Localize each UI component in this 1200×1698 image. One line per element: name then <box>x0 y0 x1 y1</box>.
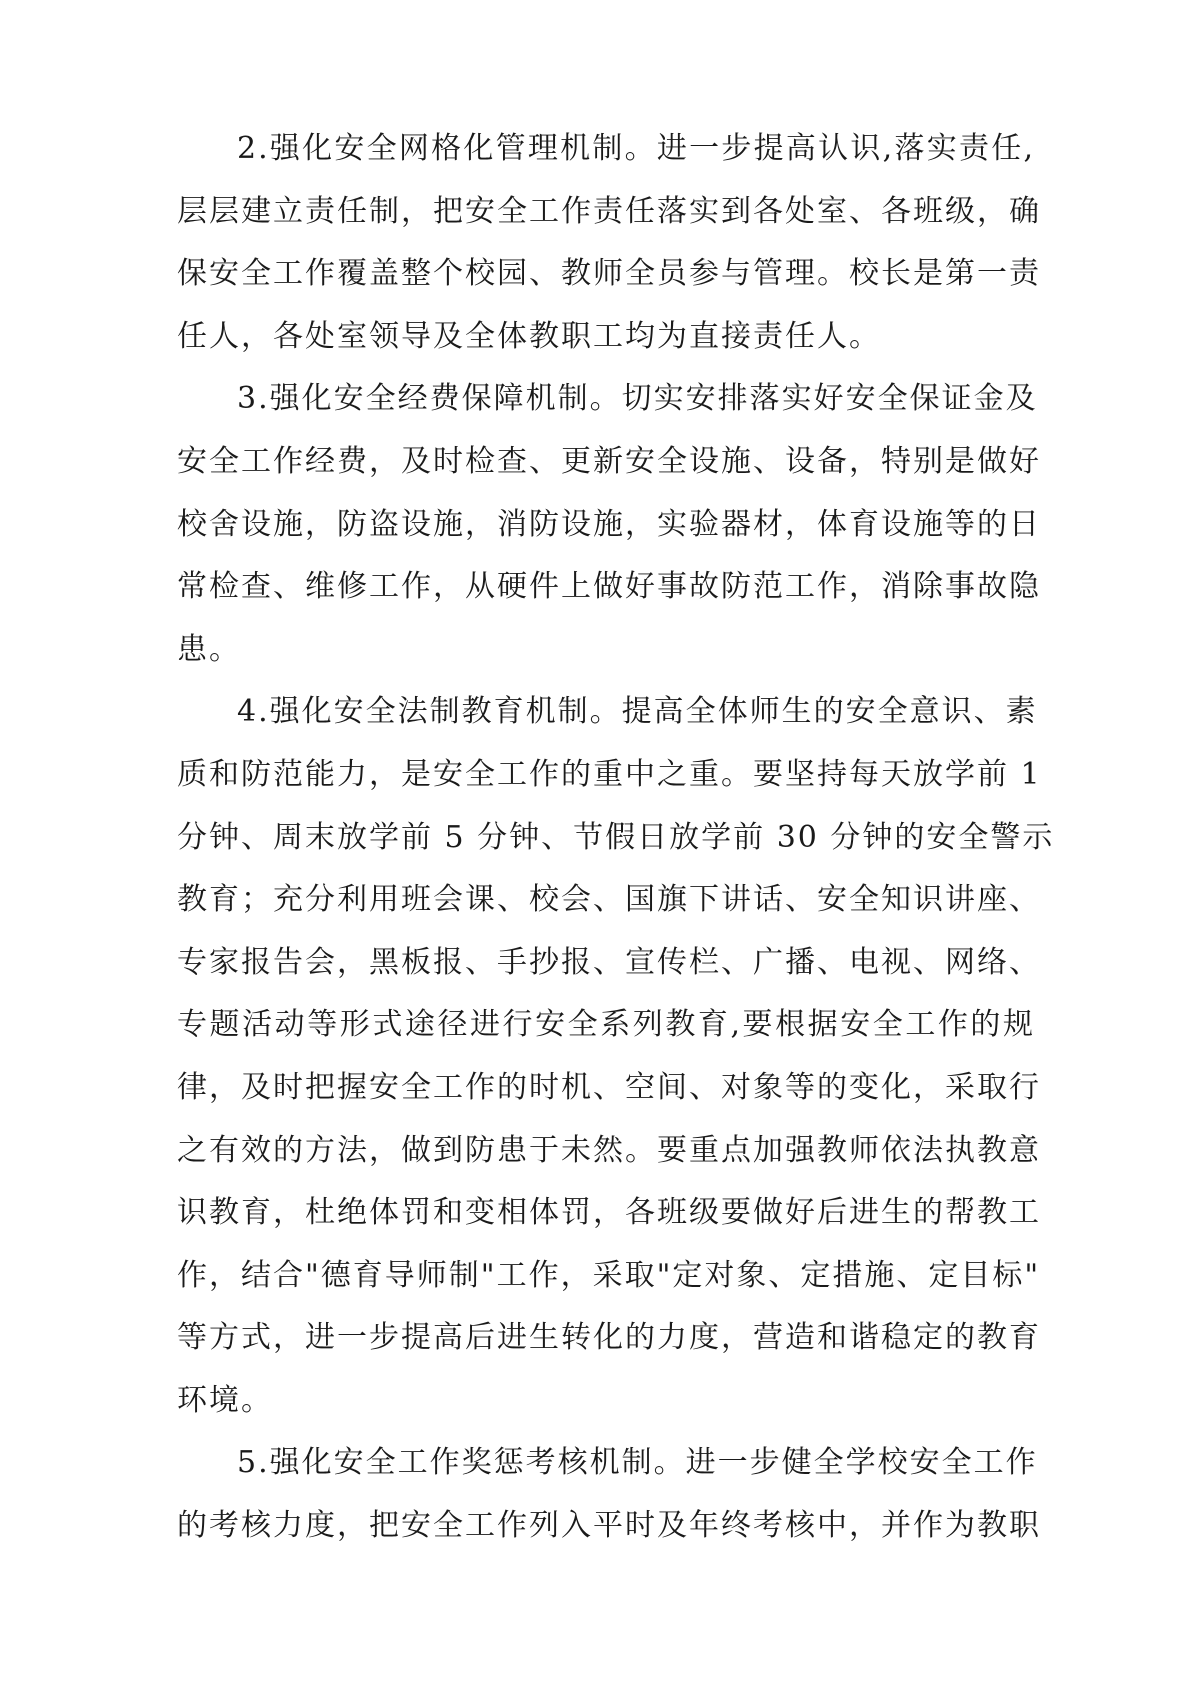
text-line: 安全工作经费，及时检查、更新安全设施、设备，特别是做好 <box>177 443 1041 479</box>
text-line: 层层建立责任制，把安全工作责任落实到各处室、各班级，确 <box>177 193 1041 229</box>
text-line: 校舍设施，防盗设施，消防设施，实验器材，体育设施等的日 <box>177 506 1041 542</box>
text-line: 2.强化安全网格化管理机制。进一步提高认识,落实责任, <box>237 131 1035 166</box>
text-line: 质和防范能力，是安全工作的重中之重。要坚持每天放学前 1 <box>177 756 1042 792</box>
text-line: 常检查、维修工作，从硬件上做好事故防范工作，消除事故隐 <box>177 569 1041 605</box>
text-line: 4.强化安全法制教育机制。提高全体师生的安全意识、素 <box>237 694 1038 730</box>
paragraph-3 <box>177 368 1041 681</box>
text-line: 之有效的方法，做到防患于未然。要重点加强教师依法执教意 <box>177 1132 1041 1168</box>
text-line: 律，及时把握安全工作的时机、空间、对象等的变化，采取行 <box>177 1069 1041 1105</box>
text-line: 作，结合"德育导师制"工作，采取"定对象、定措施、定目标" <box>177 1257 1041 1293</box>
text-line: 保安全工作覆盖整个校园、教师全员参与管理。校长是第一责 <box>177 256 1041 292</box>
text-line: 等方式，进一步提高后进生转化的力度，营造和谐稳定的教育 <box>177 1320 1041 1356</box>
text-line: 专题活动等形式途径进行安全系列教育,要根据安全工作的规 <box>177 1007 1035 1043</box>
text-line: 的考核力度，把安全工作列入平时及年终考核中，并作为教职 <box>177 1508 1041 1544</box>
text-line: 3.强化安全经费保障机制。切实安排落实好安全保证金及 <box>237 381 1038 417</box>
paragraph-4 <box>177 681 1055 1432</box>
text-line: 5.强化安全工作奖惩考核机制。进一步健全学校安全工作 <box>237 1445 1038 1481</box>
text-line: 专家报告会，黑板报、手抄报、宣传栏、广播、电视、网络、 <box>177 944 1041 980</box>
document-body <box>177 118 1055 1558</box>
text-line: 识教育，杜绝体罚和变相体罚，各班级要做好后进生的帮教工 <box>177 1195 1041 1231</box>
paragraph-2 <box>177 118 1041 368</box>
paragraph-5 <box>177 1432 1041 1557</box>
text-line: 教育；充分利用班会课、校会、国旗下讲话、安全知识讲座、 <box>177 882 1041 918</box>
text-line: 环境。 <box>177 1382 273 1418</box>
text-line: 分钟、周末放学前 5 分钟、节假日放学前 30 分钟的安全警示 <box>177 819 1055 855</box>
text-line: 任人，各处室领导及全体教职工均为直接责任人。 <box>177 318 881 354</box>
text-line: 患。 <box>177 631 241 667</box>
